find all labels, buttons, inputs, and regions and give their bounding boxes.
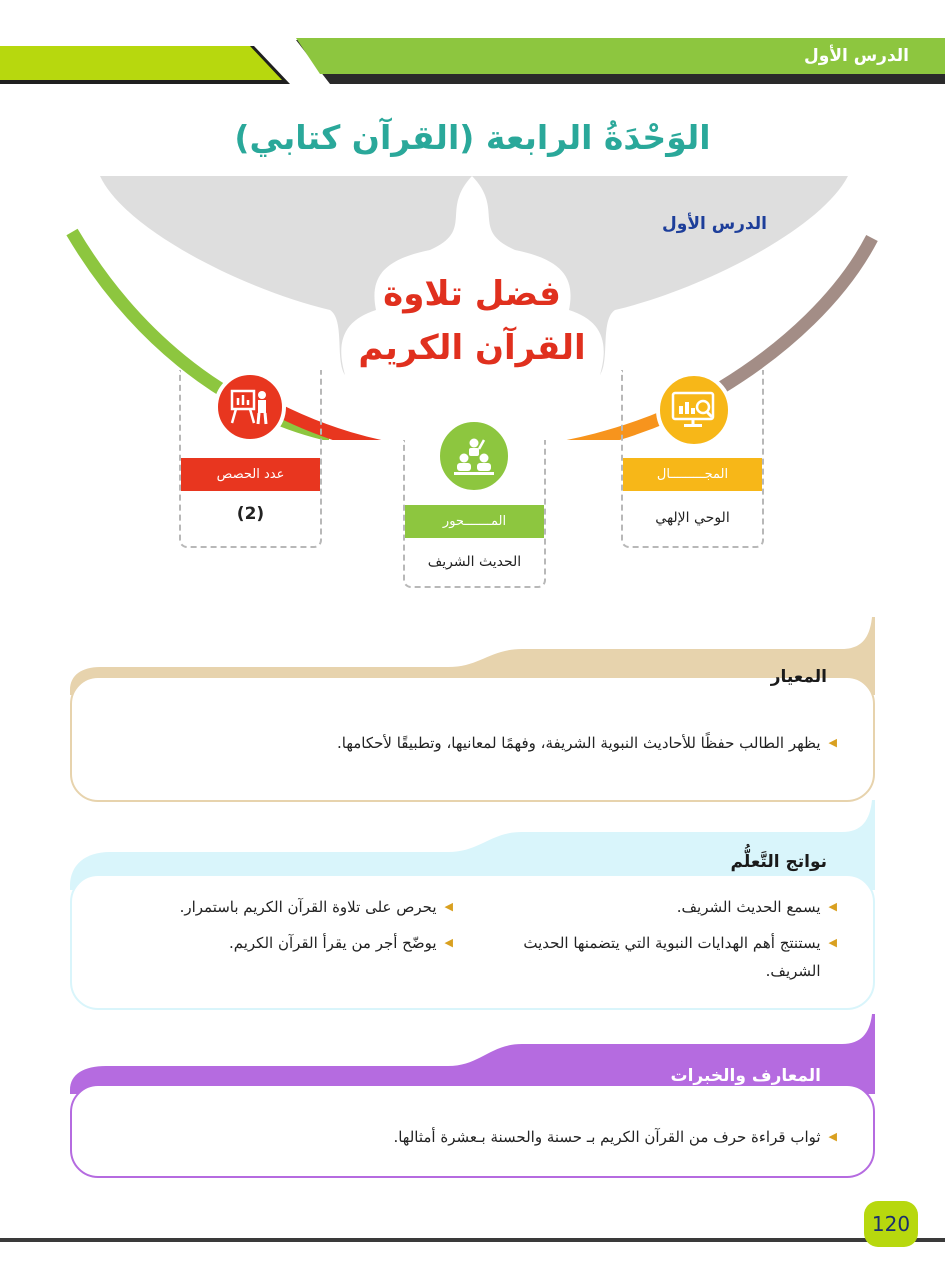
lesson-title-line1: فضل تلاوة [383,274,561,314]
outcome-item: ◀ يحرص على تلاوة القرآن الكريم باستمرار. [113,893,453,921]
bullet-marker-icon: ◀ [444,936,453,949]
knowledge-item: ◀ ثواب قراءة حرف من القرآن الكريم بـ حسنة والحسنة بـعشرة أمثالها. [177,1123,837,1151]
card-periods-value: (2) [236,504,265,524]
card-domain-value: الوحي الإلهي [655,510,730,526]
card-periods-label: عدد الحصص [181,458,320,491]
bullet-marker-icon: ◀ [828,736,837,749]
outcome-item: ◀ يستنتج أهم الهدايات النبوية التي يتضمنها الحديث الشريف. [487,929,837,985]
header-lesson-tag: الدرس الأول [804,46,909,66]
lesson-title-line2: القرآن الكريم [358,328,586,368]
knowledge-title: المعارف والخبرات [670,1066,821,1086]
card-domain-label: المجـــــــــال [623,458,762,491]
unit-title: الوَحْدَةُ الرابعة (القرآن كتابي) [234,118,711,157]
outcome-item: ◀ يسمع الحديث الشريف. [487,893,837,921]
outcomes-title: نواتج التَّعلُّم [730,852,827,872]
presentation-icon [214,371,286,443]
standard-title: المعيار [770,667,827,687]
analytics-search-icon [656,372,732,448]
standard-item: ◀ يظهر الطالب حفظًا للأحاديث النبوية الشريفة، وفهمًا لمعانيها، وتطبيقًا لأحكامها. [177,729,837,757]
footer-rule [0,1238,945,1242]
bullet-marker-icon: ◀ [828,936,837,949]
card-axis-label: المـــــــحور [405,505,544,538]
bullet-marker-icon: ◀ [828,900,837,913]
bullet-marker-icon: ◀ [828,1130,837,1143]
lesson-label: الدرس الأول [662,214,767,234]
outcome-item: ◀ يوضّح أجر من يقرأ القرآن الكريم. [113,929,453,957]
card-axis-value: الحديث الشريف [427,554,522,570]
page-number: 120 [864,1201,918,1247]
bullet-marker-icon: ◀ [444,900,453,913]
group-learning-icon [436,418,512,494]
